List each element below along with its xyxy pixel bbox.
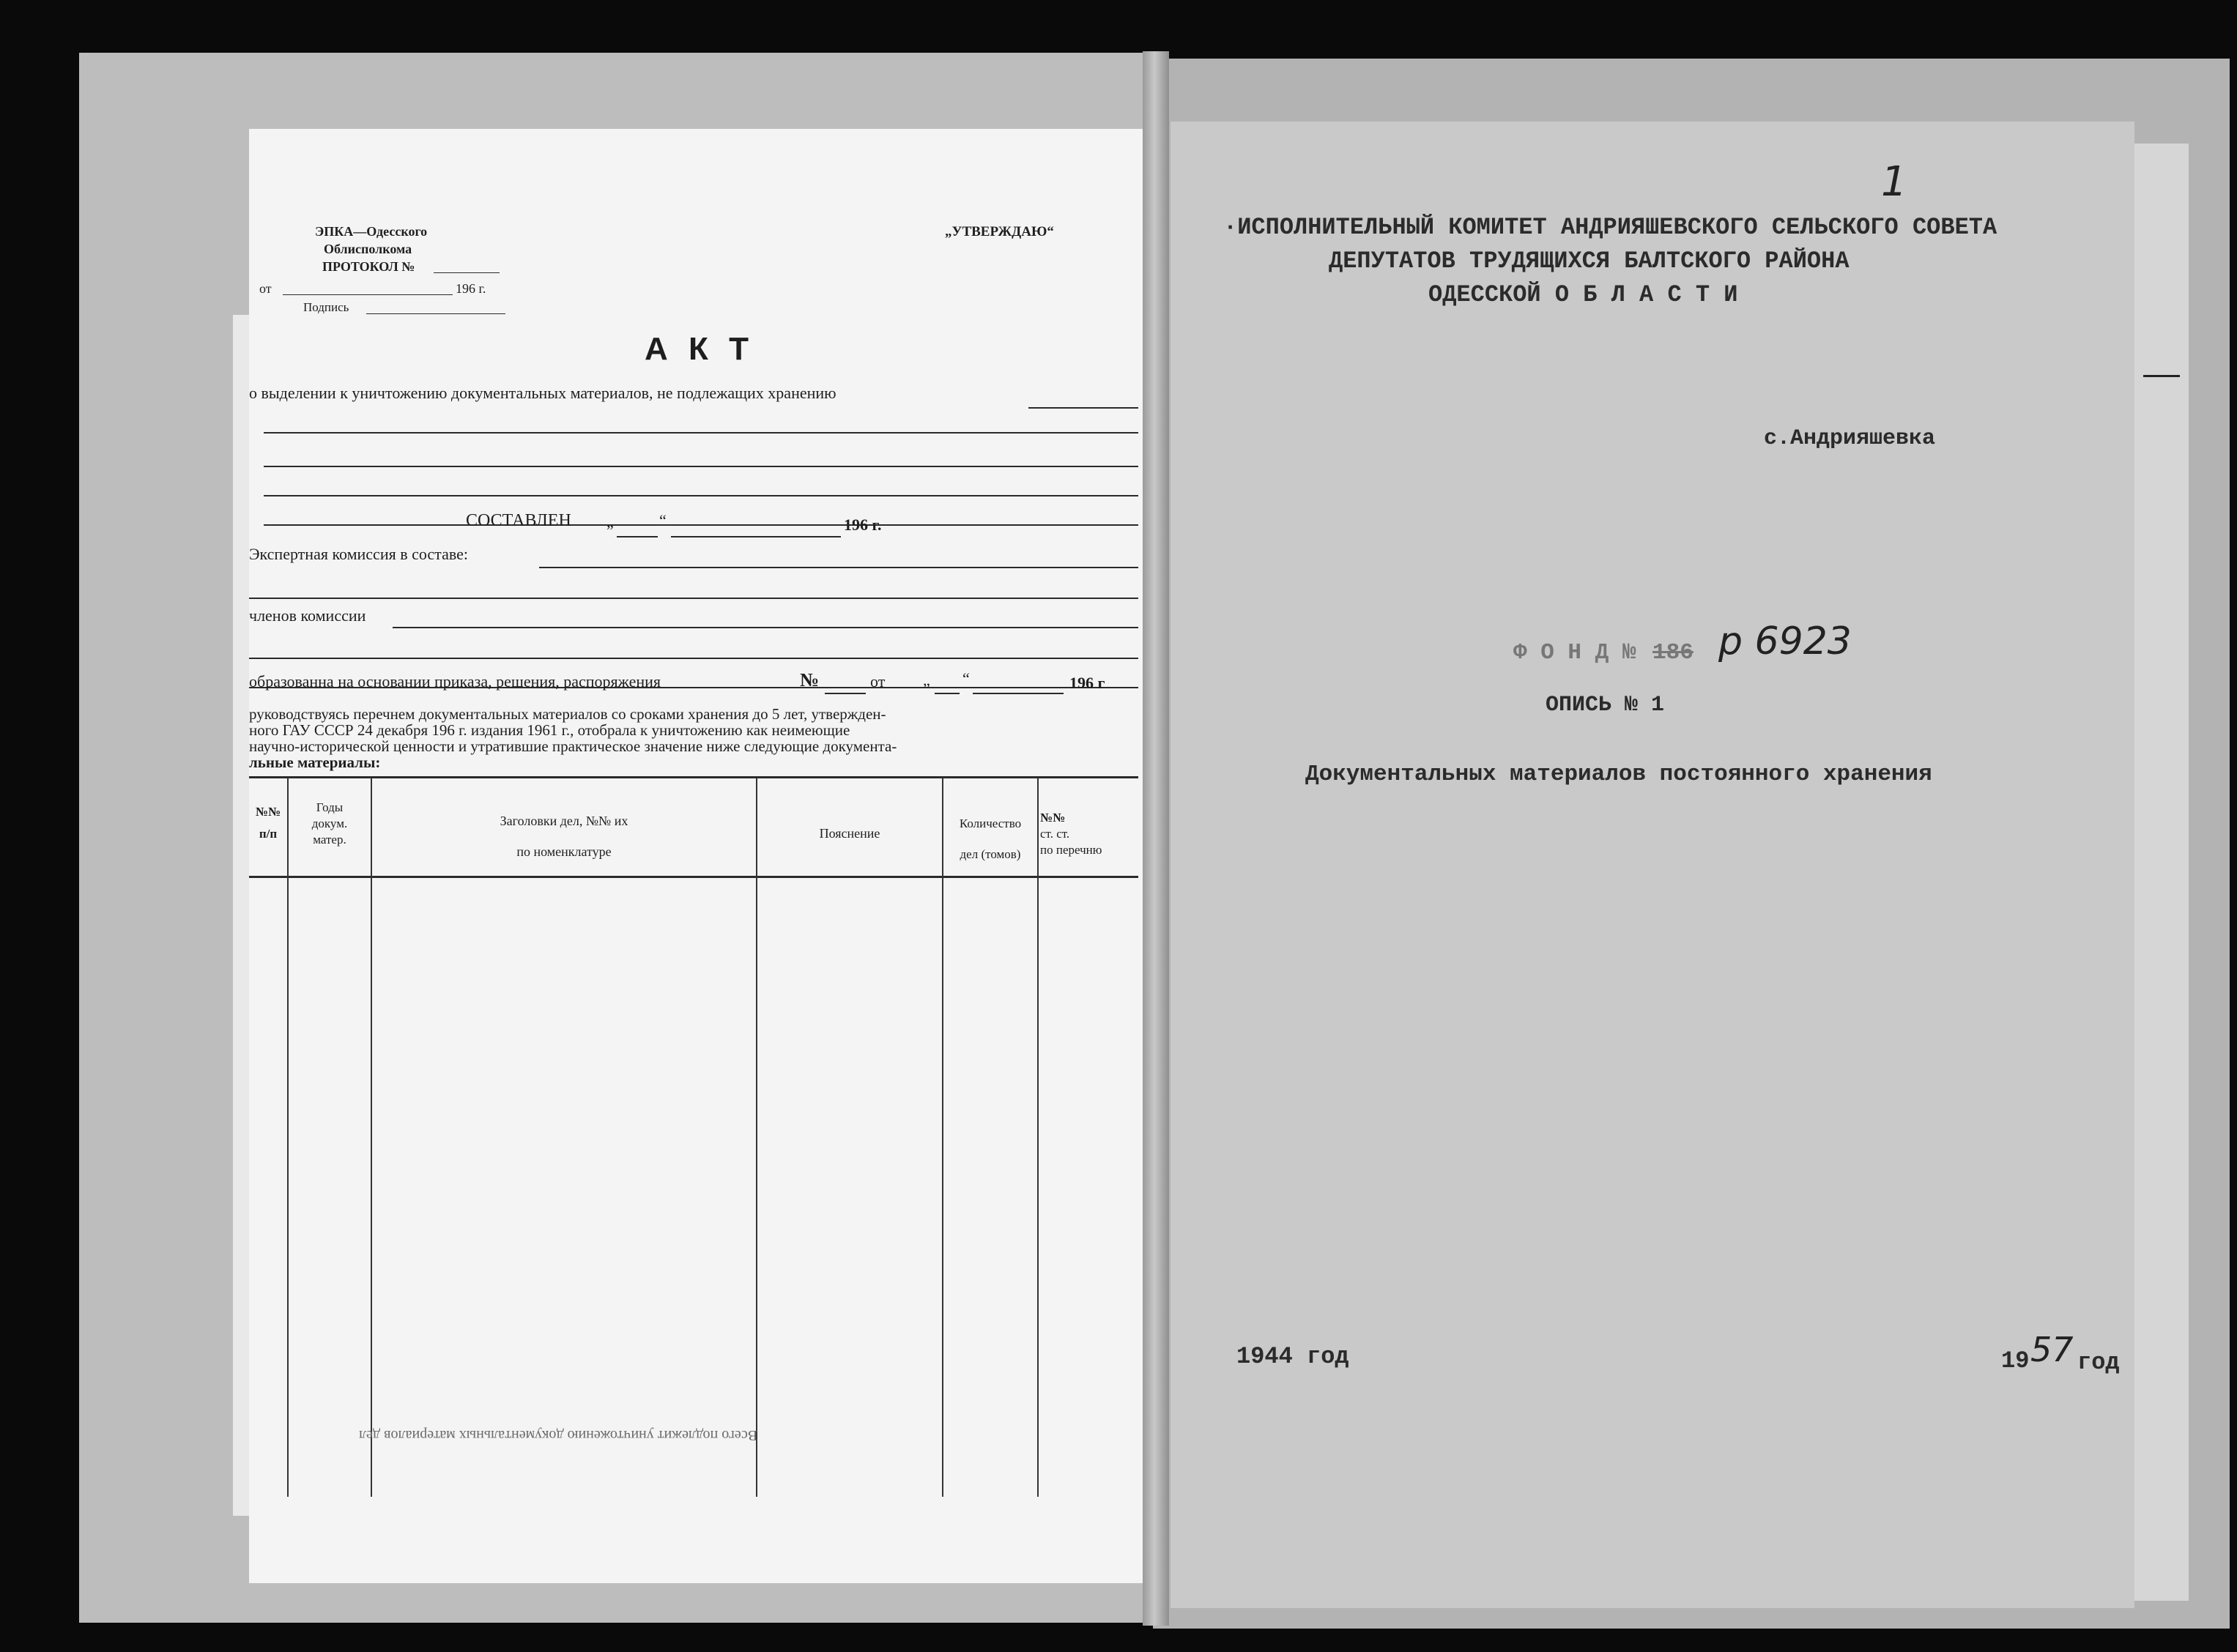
blank-line-2 — [264, 466, 1138, 467]
page-number: 1 — [1881, 158, 1907, 206]
th-articles-line1: №№ — [1040, 811, 1066, 825]
th-number — [251, 801, 286, 845]
commission-line-2 — [249, 598, 1138, 599]
blank-line-1 — [264, 432, 1138, 434]
guidance-line-3: научно-исторической ценности и утратившие практическое значение ниже следующие документа- — [249, 737, 897, 755]
blank-line-3 — [264, 495, 1138, 496]
folder-spine — [1143, 51, 1169, 1626]
org-line-2: Облисполкома — [324, 242, 412, 256]
order-number-sign: № — [800, 669, 820, 691]
protocol-number-line — [434, 272, 500, 273]
members-line-1 — [393, 627, 1138, 628]
col-divider-3 — [756, 778, 757, 1497]
order-from-label: от — [870, 672, 886, 691]
th-articles — [1040, 810, 1138, 858]
order-day-line — [935, 693, 960, 694]
col-divider-4 — [942, 778, 943, 1497]
back-sheet-edge — [2134, 144, 2189, 1601]
th-quantity — [943, 808, 1037, 870]
col-divider-1 — [287, 778, 289, 1497]
members-line-2 — [249, 658, 1138, 659]
signature-label: Подпись — [303, 300, 349, 314]
org-line-1: ЭПКА—Одесского — [315, 224, 428, 239]
from-date-line — [283, 294, 453, 295]
compiled-label: СОСТАВЛЕН — [466, 511, 571, 530]
th-years-line1: Годы — [316, 800, 344, 814]
fond-handwritten-number: р 6923 — [1718, 620, 1852, 663]
guidance-line-1: руководствуясь перечнем документальных материалов со сроками хранения до 5 лет, утвержден- — [249, 705, 886, 723]
col-divider-5 — [1037, 778, 1039, 1497]
akt-form-sheet — [249, 129, 1143, 1583]
th-number-line1: №№ — [255, 805, 281, 819]
formed-text: образованна на основании приказа, решения, распоряжения — [249, 672, 661, 691]
order-month-line — [973, 693, 1064, 694]
th-years-line3: матер. — [313, 833, 346, 847]
col-divider-2 — [371, 778, 372, 1497]
order-quote-open: „ — [923, 671, 930, 689]
village-name: с.Андрияшевка — [1764, 426, 1936, 451]
members-label: членов комиссии — [249, 606, 366, 625]
th-quantity-line1: Количество — [959, 816, 1022, 830]
signature-line — [366, 313, 505, 314]
fond-struck-number: 186 — [1652, 640, 1693, 666]
year-end-suffix: год — [2077, 1349, 2120, 1376]
guidance-line-4: льные материалы: — [249, 754, 381, 771]
th-articles-line3: по перечню — [1040, 843, 1102, 857]
from-label: от — [259, 281, 272, 296]
order-year: 196 г — [1069, 674, 1105, 692]
year-end-prefix: 19 — [2001, 1347, 2030, 1374]
typed-title-sheet — [1171, 122, 2134, 1608]
description: Документальных материалов постоянного хранения — [1305, 762, 1932, 787]
table-header-rule — [249, 876, 1138, 878]
commission-line-1 — [539, 567, 1138, 568]
guidance-paragraph — [249, 706, 1144, 770]
edge-mark — [2143, 375, 2180, 377]
blank-line-4 — [264, 524, 1138, 526]
guidance-line-2: ного ГАУ СССР 24 декабря 196 г. издания 1961 г., отобрала к уничтожению как неимеющие — [249, 721, 850, 739]
th-years-line2: докум. — [311, 816, 348, 830]
th-titles — [374, 805, 754, 867]
table-top-rule — [249, 776, 1138, 778]
th-number-line2: п/п — [259, 827, 278, 841]
compiled-day-line — [617, 536, 658, 537]
org-title-line-2: ДЕПУТАТОВ ТРУДЯЩИХСЯ БАЛТСКОГО РАЙОНА — [1329, 248, 1850, 275]
th-titles-line1: Заголовки дел, №№ их — [500, 814, 628, 828]
commission-composition: Экспертная комиссия в составе: — [249, 545, 468, 563]
th-quantity-line2: дел (томов) — [960, 847, 1021, 861]
order-quote-close: “ — [962, 669, 970, 688]
compiled-quote-close: “ — [659, 511, 667, 529]
intro-fill-line — [1028, 407, 1138, 409]
th-titles-line2: по номенклатуре — [516, 844, 612, 859]
approve-label: „УТВЕРЖДАЮ“ — [945, 224, 1054, 239]
fond-label: Ф О Н Д № — [1513, 640, 1636, 666]
order-number-line — [825, 693, 866, 694]
org-title-line-1: ·ИСПОЛНИТЕЛЬНЫЙ КОМИТЕТ АНДРИЯШЕВСКОГО СЕЛЬСКОГО СОВЕТА — [1223, 214, 1997, 241]
th-articles-line2: ст. ст. — [1040, 827, 1070, 841]
header-year: 196 г. — [456, 281, 486, 296]
compiled-month-line — [671, 536, 841, 537]
compiled-year: 196 г. — [844, 516, 882, 534]
th-years — [290, 800, 369, 848]
org-title-line-3: ОДЕССКОЙ О Б Л А С Т И — [1428, 281, 1738, 308]
opis-label: ОПИСЬ № 1 — [1546, 693, 1665, 718]
year-end-handwritten: 57 — [2030, 1330, 2074, 1369]
th-note: Пояснение — [819, 826, 880, 841]
act-title: А К Т — [645, 331, 754, 367]
compiled-quote-open: „ — [606, 513, 614, 531]
year-start: 1944 год — [1236, 1343, 1349, 1370]
inverted-footer: Всего подлежит уничтожению документальных материалов дел — [359, 1427, 758, 1443]
intro-text: о выделении к уничтожению документальных материалов, не подлежащих хранению — [249, 384, 836, 402]
protocol-label: ПРОТОКОЛ № — [322, 259, 415, 274]
